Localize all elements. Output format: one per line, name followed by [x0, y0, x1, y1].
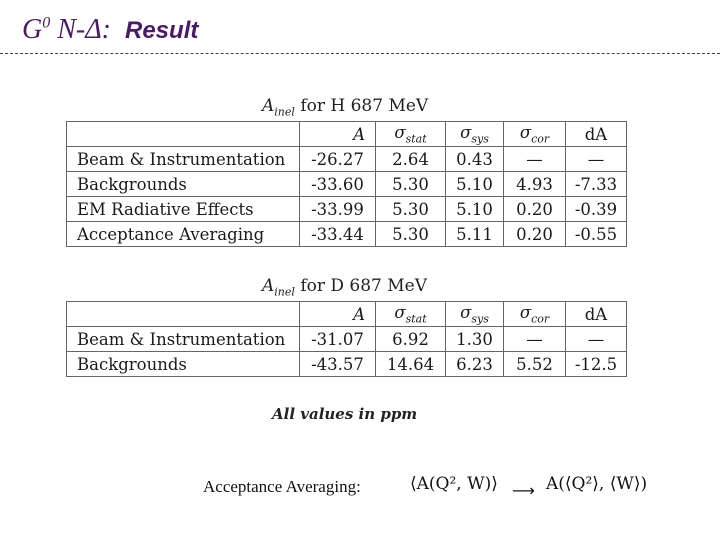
- title-word: Result: [125, 17, 199, 44]
- cell-cor: —: [504, 327, 566, 352]
- table-h-header-row: [67, 122, 627, 147]
- cell-da: -0.55: [566, 222, 627, 247]
- cell-a: -33.44: [300, 222, 376, 247]
- table-row: [67, 147, 627, 172]
- header-a: A: [300, 122, 376, 147]
- cell-cor: 0.20: [504, 222, 566, 247]
- title-symbol: $G^0$ N-Δ:: [22, 14, 111, 45]
- header-da: dA: [566, 302, 627, 327]
- row-label: EM Radiative Effects: [67, 197, 300, 222]
- cell-stat: 14.64: [376, 352, 446, 377]
- table-row: [67, 352, 627, 377]
- table-row: [67, 172, 627, 197]
- header-blank: [67, 122, 300, 147]
- cell-da: -7.33: [566, 172, 627, 197]
- cell-stat: 5.30: [376, 172, 446, 197]
- cell-a: -31.07: [300, 327, 376, 352]
- cell-sys: 5.10: [446, 197, 504, 222]
- table-row: [67, 327, 627, 352]
- cell-sys: 6.23: [446, 352, 504, 377]
- header-blank: [67, 302, 300, 327]
- row-label: Backgrounds: [67, 352, 300, 377]
- cell-a: -33.60: [300, 172, 376, 197]
- header-a: A: [300, 302, 376, 327]
- header-sigma-sys: $\sigma_{sys}$: [446, 122, 504, 147]
- table-row: [67, 197, 627, 222]
- table-h-caption: $A_{inel}$ for H 687 MeV: [262, 96, 429, 119]
- cell-cor: 4.93: [504, 172, 566, 197]
- cell-stat: 5.30: [376, 222, 446, 247]
- table-h: [66, 121, 627, 247]
- cell-da: —: [566, 147, 627, 172]
- cell-cor: —: [504, 147, 566, 172]
- slide-title: [22, 14, 198, 50]
- cell-da: -0.39: [566, 197, 627, 222]
- row-label: Backgrounds: [67, 172, 300, 197]
- cell-da: —: [566, 327, 627, 352]
- cell-sys: 0.43: [446, 147, 504, 172]
- row-label: Beam & Instrumentation: [67, 147, 300, 172]
- cell-cor: 0.20: [504, 197, 566, 222]
- cell-sys: 5.10: [446, 172, 504, 197]
- table-row: [67, 222, 627, 247]
- cell-stat: 6.92: [376, 327, 446, 352]
- acceptance-label: Acceptance Averaging:: [203, 477, 361, 496]
- cell-stat: 5.30: [376, 197, 446, 222]
- cell-a: -43.57: [300, 352, 376, 377]
- cell-a: -26.27: [300, 147, 376, 172]
- header-sigma-stat: $\sigma_{stat}$: [376, 122, 446, 147]
- cell-cor: 5.52: [504, 352, 566, 377]
- row-label: Acceptance Averaging: [67, 222, 300, 247]
- formula-right: A(⟨Q²⟩, ⟨W⟩): [546, 474, 648, 494]
- title-divider: [0, 53, 720, 54]
- cell-stat: 2.64: [376, 147, 446, 172]
- cell-a: -33.99: [300, 197, 376, 222]
- cell-sys: 1.30: [446, 327, 504, 352]
- row-label: Beam & Instrumentation: [67, 327, 300, 352]
- header-sigma-cor: $\sigma_{cor}$: [504, 122, 566, 147]
- header-da: dA: [566, 122, 627, 147]
- header-sigma-sys: $\sigma_{sys}$: [446, 302, 504, 327]
- formula-left: ⟨A(Q², W)⟩: [410, 474, 498, 494]
- table-d: [66, 301, 627, 377]
- cell-da: -12.5: [566, 352, 627, 377]
- cell-sys: 5.11: [446, 222, 504, 247]
- header-sigma-cor: $\sigma_{cor}$: [504, 302, 566, 327]
- header-sigma-stat: $\sigma_{stat}$: [376, 302, 446, 327]
- units-note: All values in ppm: [272, 405, 418, 423]
- table-d-header-row: [67, 302, 627, 327]
- table-d-caption: $A_{inel}$ for D 687 MeV: [262, 276, 428, 299]
- arrow-icon: ⟶: [512, 481, 535, 500]
